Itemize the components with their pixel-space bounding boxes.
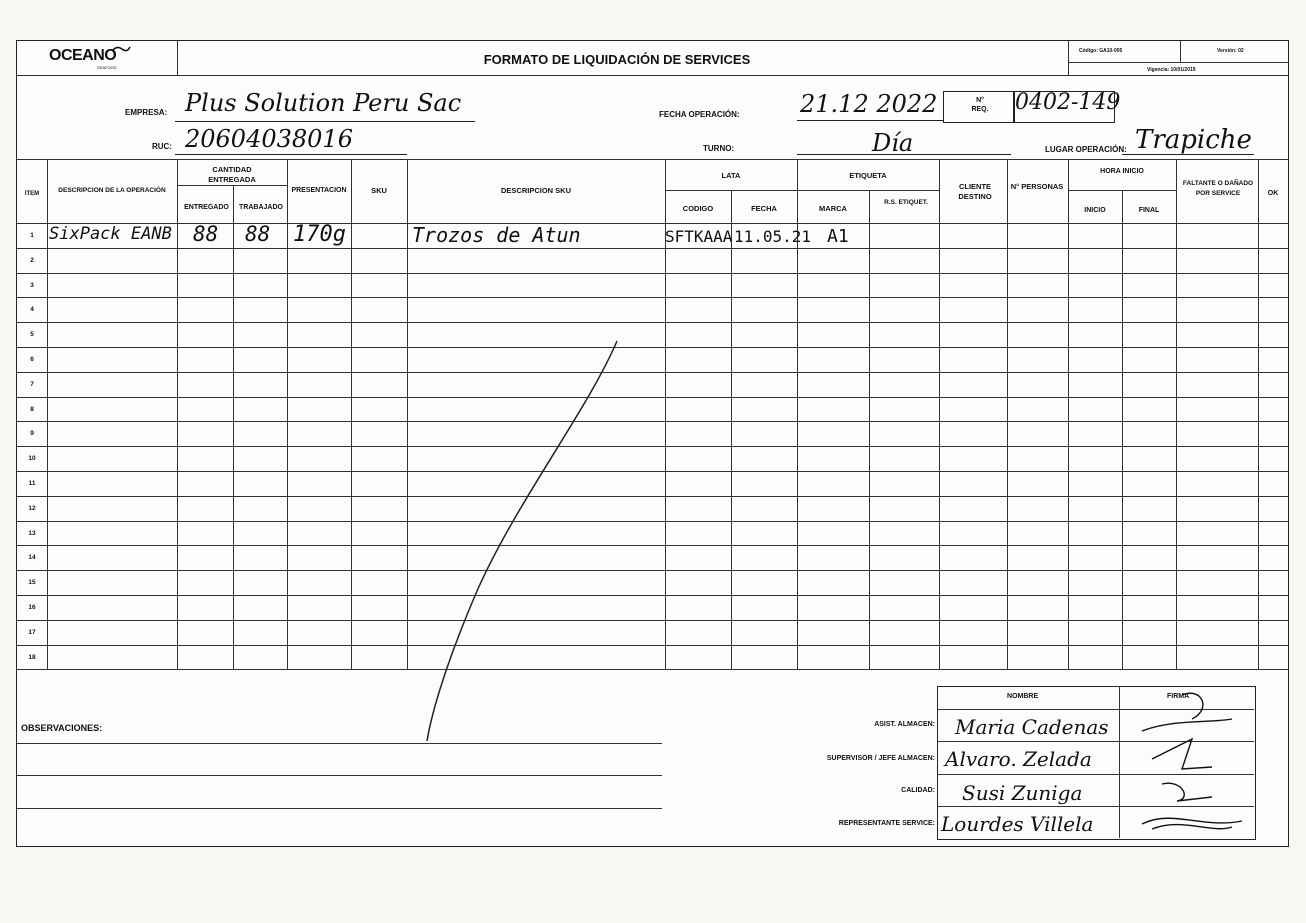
col-item: ITEM	[24, 191, 40, 197]
req-value: 0402-149	[1015, 90, 1121, 115]
row-number: 9	[30, 430, 34, 438]
col-sku: SKU	[371, 186, 387, 195]
table-column-divider	[287, 159, 288, 669]
table-row	[17, 347, 1288, 348]
table-row	[17, 297, 1288, 298]
row1-descripcion-sku: Trozos de Atun	[412, 223, 581, 247]
row-number: 10	[28, 455, 36, 463]
name-supervisor: Alvaro. Zelada	[945, 747, 1092, 771]
table-column-divider	[1258, 159, 1259, 669]
table-row	[17, 397, 1288, 398]
form-title: FORMATO DE LIQUIDACIÓN DE SERVICES	[483, 52, 751, 67]
table-row	[17, 446, 1288, 447]
table-row	[17, 496, 1288, 497]
row-number: 17	[28, 628, 36, 636]
empresa-value: Plus Solution Peru Sac	[185, 89, 462, 117]
role-representante: REPRESENTANTE SERVICE:	[838, 820, 935, 827]
row-number: 4	[30, 306, 34, 314]
observaciones-label: OBSERVACIONES:	[21, 723, 103, 733]
col-lata: LATA	[721, 171, 741, 180]
col-descripcion-operacion: DESCRIPCION DE LA OPERACIÓN	[58, 187, 166, 194]
table-column-divider	[731, 190, 732, 669]
row-number: 6	[30, 356, 34, 363]
row1-entregado: 88	[193, 222, 219, 246]
table-row	[17, 521, 1288, 522]
col-entregado: ENTREGADO	[184, 204, 229, 211]
logo-subtext: SEAFOOD	[97, 65, 117, 70]
table-column-divider	[1068, 159, 1069, 669]
row1-trabajado: 88	[245, 222, 271, 246]
col-trabajado: TRABAJADO	[239, 204, 283, 211]
table-row	[17, 273, 1288, 274]
role-asist-almacen: ASIST. ALMACEN:	[874, 721, 935, 728]
row-number: 1	[30, 232, 34, 239]
name-asist-almacen: Maria Cadenas	[955, 715, 1109, 739]
row1-fecha: 11.05.21	[734, 227, 812, 246]
row1-codigo: SFTKAAA	[665, 227, 733, 246]
turno-label: TURNO:	[703, 144, 735, 153]
row1-descripcion: SixPack EANB	[49, 224, 172, 244]
col-final: FINAL	[1138, 207, 1160, 214]
firma-header: FIRMA	[1167, 693, 1190, 700]
role-calidad: CALIDAD:	[901, 787, 935, 794]
table-row	[17, 595, 1288, 596]
liquidation-form	[16, 40, 1289, 847]
ruc-label: RUC:	[152, 142, 172, 151]
lugar-operacion-label: LUGAR OPERACIÓN:	[1045, 145, 1127, 154]
col-descripcion-sku: DESCRIPCION SKU	[500, 186, 571, 195]
row-number: 15	[28, 579, 36, 587]
req-label: N° REQ.	[971, 97, 989, 113]
col-rs-etiquet: R.S. ETIQUET.	[884, 199, 928, 206]
table-row	[17, 471, 1288, 472]
col-marca: MARCA	[819, 204, 847, 213]
form-code: Código: GA10-005	[1079, 48, 1123, 54]
table-column-divider	[351, 159, 352, 669]
row-number: 16	[28, 604, 36, 611]
table-row	[17, 322, 1288, 323]
role-supervisor: SUPERVISOR / JEFE ALMACEN:	[826, 755, 935, 762]
col-presentacion: PRESENTACION	[291, 187, 347, 194]
row-number: 13	[28, 529, 36, 537]
form-validity: Vigencia: 10/01/2019	[1147, 67, 1196, 73]
table-column-divider	[47, 159, 48, 669]
col-cantidad-entregada: CANTIDAD ENTREGADA	[208, 165, 256, 184]
table-column-divider	[177, 159, 178, 669]
col-faltante: FALTANTE O DAÑADO POR SERVICE	[1182, 180, 1254, 197]
empresa-label: EMPRESA:	[125, 108, 168, 117]
row-number: 12	[28, 504, 36, 512]
row-number: 3	[30, 281, 34, 289]
table-column-divider	[869, 190, 870, 669]
col-cliente-destino: CLIENTE DESTINO	[958, 182, 992, 201]
table-row	[17, 620, 1288, 621]
table-row	[17, 248, 1288, 249]
row-number: 2	[30, 256, 34, 264]
logo-text: OCEANO	[49, 47, 117, 64]
ruc-value: 20604038016	[185, 125, 353, 153]
col-etiqueta: ETIQUETA	[849, 171, 887, 180]
row-number: 7	[30, 380, 34, 388]
row1-marca: A1	[827, 226, 849, 247]
row-number: 11	[28, 480, 36, 487]
fecha-operacion-value: 21.12 2022	[800, 90, 938, 118]
row1-presentacion: 170g	[293, 222, 346, 247]
table-column-divider	[1007, 159, 1008, 669]
row-number: 14	[28, 554, 36, 562]
name-calidad: Susi Zuniga	[962, 781, 1083, 805]
table-row	[17, 669, 1288, 670]
fecha-operacion-label: FECHA OPERACIÓN:	[659, 110, 740, 119]
table-column-divider	[233, 185, 234, 669]
col-hora: HORA INICIO	[1100, 168, 1144, 175]
lugar-operacion-value: Trapiche	[1135, 125, 1252, 155]
nombre-header: NOMBRE	[1007, 693, 1039, 700]
table-row	[17, 570, 1288, 571]
col-personas: N° PERSONAS	[1010, 182, 1064, 191]
turno-value: Día	[872, 129, 914, 157]
table-row	[17, 421, 1288, 422]
row-number: 8	[30, 405, 34, 413]
col-inicio: INICIO	[1084, 207, 1106, 214]
table-row	[17, 545, 1288, 546]
wave-icon	[111, 45, 131, 53]
table-column-divider	[939, 159, 940, 669]
col-codigo: CODIGO	[682, 204, 714, 213]
name-representante: Lourdes Villela	[941, 812, 1094, 836]
table-row	[17, 645, 1288, 646]
table-row	[17, 372, 1288, 373]
signatures-scribble	[1122, 689, 1252, 839]
table-column-divider	[1176, 159, 1177, 669]
col-ok: OK	[1267, 190, 1279, 197]
form-version: Versión: 02	[1217, 48, 1244, 54]
row-number: 5	[30, 331, 34, 339]
cancellation-stroke	[397, 331, 637, 751]
row-number: 18	[28, 653, 36, 661]
company-logo	[49, 47, 129, 70]
col-fecha: FECHA	[751, 204, 777, 213]
table-column-divider	[1122, 190, 1123, 669]
